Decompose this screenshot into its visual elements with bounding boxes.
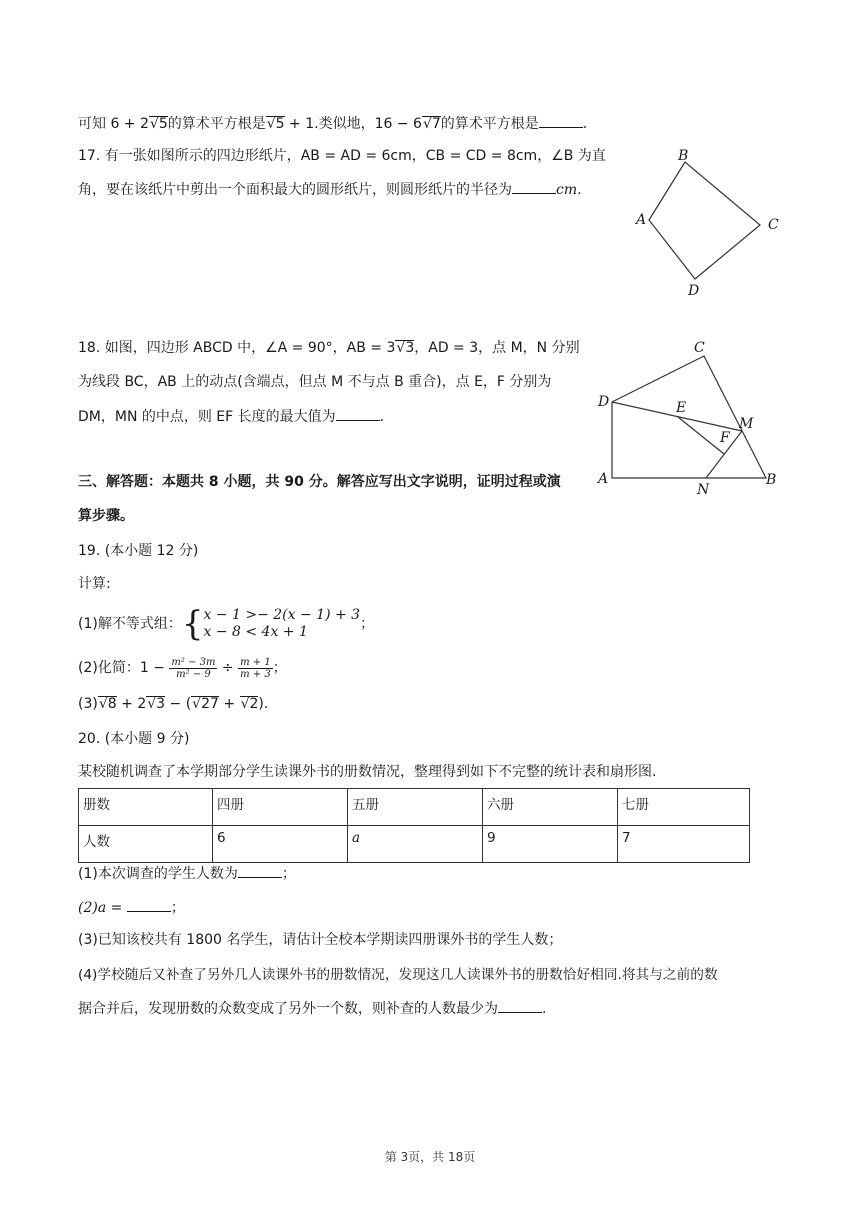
sqrt-2: √2: [240, 696, 259, 712]
q17-quadrilateral: [649, 162, 760, 279]
page-footer: 第 3页，共 18页: [384, 1150, 476, 1164]
fraction-1-denominator: m² − 9: [176, 668, 211, 680]
q18-label-a: A: [598, 471, 609, 487]
q20-sub-2: [78, 897, 185, 918]
q19-part-3-label: (3): [78, 696, 98, 712]
q17-quadrilateral-figure: [620, 140, 800, 300]
table-cell: 7: [618, 826, 750, 863]
table-row: [79, 789, 750, 826]
q16-radicand-1: 5: [158, 116, 168, 132]
q18-label-n: N: [697, 482, 710, 496]
radicand-27: 27: [201, 696, 219, 712]
fraction-2-numerator: m + 1: [240, 656, 271, 668]
q19-part-1: [78, 604, 375, 644]
table-cell: 6: [213, 826, 348, 863]
q19-part-3-end: ).: [258, 696, 269, 712]
q19-part-3-op-3: +: [218, 696, 240, 712]
q17-label-d: D: [688, 283, 700, 299]
q16-text-4: 的算术平方根是: [440, 116, 539, 132]
section-3-heading-cont: 算步骤。: [78, 508, 134, 524]
q19-header: 19. (本小题 12 分): [78, 543, 199, 559]
q19-part-3-op-1: + 2: [116, 696, 147, 712]
answer-blank: [127, 897, 171, 912]
table-cell: 七册: [618, 789, 750, 826]
radicand-3: 3: [156, 696, 166, 712]
q18-label-e: E: [676, 400, 687, 416]
fraction-1: [169, 657, 217, 680]
q17-text: 角，要在该纸片中剪出一个面积最大的圆形纸片，则圆形纸片的半径为: [78, 182, 512, 198]
q18-label-m: M: [739, 416, 754, 432]
answer-blank: [498, 998, 542, 1013]
q20-sub-4-text: 据合并后，发现册数的众数变成了另外一个数，则补查的人数最少为: [78, 1001, 498, 1017]
section-3-text-3: 分。解答应写出文字说明，证明过程或演: [303, 474, 561, 490]
q18-line-1: [78, 338, 580, 358]
table-cell: a: [348, 826, 483, 863]
q16-text-1: 可知 6 + 2: [78, 116, 149, 132]
q18-label-f: F: [720, 430, 730, 446]
q17-line-1: 17. 有一张如图所示的四边形纸片，AB = AD = 6cm，CB = CD = 8cm，∠B 为直: [78, 148, 606, 164]
table-cell: 四册: [213, 789, 348, 826]
q20-sub-4-line-2: [78, 998, 546, 1019]
sqrt-5-a: √5: [149, 116, 168, 132]
fraction-2-denominator: m + 3: [240, 668, 271, 680]
q20-sub-2-end: ；: [170, 900, 185, 916]
table-row: [79, 826, 750, 863]
q20-sub-4-line-1: (4)学校随后又补查了另外几人读课外书的册数情况，发现这几人读课外书的册数恰好相同.将其与之前的数: [78, 967, 718, 983]
segment-ef: [678, 417, 724, 454]
q20-sub-1: [78, 863, 296, 884]
section-3-heading: [78, 472, 561, 492]
q19-part-3-op-2: − (: [165, 696, 192, 712]
q19-part-3: [78, 694, 268, 714]
sqrt-3: √3: [147, 696, 166, 712]
q18-text-3: DM，MN 的中点，则 EF 长度的最大值为: [78, 409, 336, 425]
table-cell: 人数: [79, 826, 213, 863]
q16-radicand-3: 7: [431, 116, 441, 132]
q18-text-1: 18. 如图，四边形 ABCD 中，∠A = 90°，AB = 3: [78, 340, 396, 356]
q17-line-2: [78, 179, 582, 200]
sqrt-5-b: √5: [266, 116, 285, 132]
q18-line-3: [78, 406, 384, 427]
table-cell: 9: [483, 826, 618, 863]
section-3-text-2: 小题，共: [218, 474, 285, 490]
table-cell: 册数: [79, 789, 213, 826]
q19-part-1-end: ；: [360, 616, 375, 632]
q20-sub-4-end: .: [542, 1001, 547, 1017]
q18-label-c: C: [694, 340, 705, 356]
inequality-system: [203, 607, 360, 641]
fraction-1-numerator: m² − 3m: [171, 656, 216, 668]
inequality-2: x − 8 < 4x + 1: [203, 624, 308, 640]
q17-unit: cm.: [556, 182, 582, 198]
q20-sub-3: (3)已知该校共有 1800 名学生，请估计全校本学期读四册课外书的学生人数；: [78, 932, 563, 948]
q16-radicand-2: 5: [275, 116, 285, 132]
answer-blank: [512, 179, 556, 194]
q20-sub-2-text: (2)a =: [78, 900, 127, 916]
section-3-text-1: 三、解答题：本题共: [78, 474, 209, 490]
q20-sub-1-text: (1)本次调查的学生人数为: [78, 866, 238, 882]
q16-text-2: 的算术平方根是: [167, 116, 266, 132]
sqrt-7: √7: [422, 116, 441, 132]
statistics-table: [78, 788, 750, 863]
answer-blank: [336, 406, 380, 421]
q17-label-c: C: [768, 217, 779, 233]
fraction-2: [238, 657, 273, 680]
q18-label-b: B: [766, 472, 777, 488]
section-3-count: 8: [208, 474, 219, 490]
q18-text-4: .: [379, 409, 385, 425]
q19-part-1-label: (1)解不等式组：: [78, 616, 182, 632]
q19-part-2-end: ；: [272, 660, 287, 676]
answer-blank: [539, 113, 583, 128]
q18-label-d: D: [598, 394, 610, 410]
q20-sub-1-end: ；: [281, 866, 296, 882]
table-cell: 五册: [348, 789, 483, 826]
q17-label-a: A: [636, 212, 647, 228]
q19-intro: 计算:: [78, 576, 111, 592]
q20-intro: 某校随机调查了本学期部分学生读课外书的册数情况，整理得到如下不完整的统计表和扇形图.: [78, 764, 657, 780]
q19-part-2: [78, 654, 287, 682]
q16-tail: [78, 113, 587, 134]
sqrt-3: √3: [396, 340, 415, 356]
q18-quadrilateral-figure: [594, 336, 794, 496]
q18-radicand: 3: [405, 340, 415, 356]
q16-text-3: + 1.类似地，16 − 6: [284, 116, 422, 132]
inequality-1: x − 1 >− 2(x − 1) + 3: [203, 607, 361, 623]
answer-blank: [238, 863, 282, 878]
q16-text-5: .: [582, 116, 588, 132]
left-brace: {: [181, 604, 204, 644]
q18-text-2: ，AD = 3，点 M，N 分别: [414, 340, 580, 356]
section-3-score: 90: [284, 474, 304, 490]
division-sign: ÷: [221, 660, 234, 676]
sqrt-27: √27: [192, 696, 219, 712]
q19-part-2-label: (2)化简：1 −: [78, 660, 165, 676]
radicand-2: 2: [249, 696, 259, 712]
sqrt-8: √8: [98, 696, 117, 712]
q17-label-b: B: [678, 148, 689, 164]
q20-header: 20. (本小题 9 分): [78, 731, 190, 747]
table-cell: 六册: [483, 789, 618, 826]
q18-line-2: 为线段 BC，AB 上的动点(含端点，但点 M 不与点 B 重合)，点 E，F 分别为: [78, 374, 552, 390]
radicand-8: 8: [107, 696, 117, 712]
